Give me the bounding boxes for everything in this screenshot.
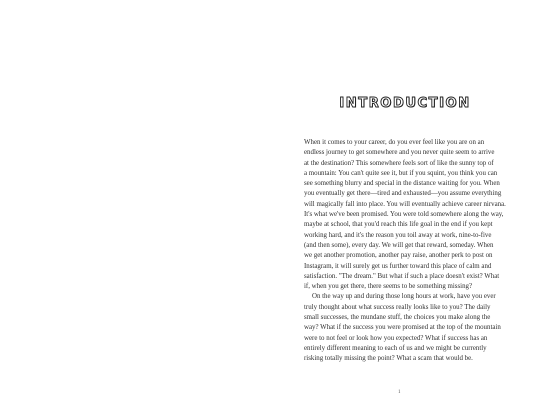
text-line: truly thought about what success really looks like to you? The daily [304, 303, 491, 311]
text-line: a mountain: You can't quite see it, but if you squint, you think you can [304, 169, 498, 177]
text-line: will magically fall into place. You will eventually achieve career nirvana. [304, 200, 506, 208]
text-line: risking totally missing the point? What a scam that would be. [304, 355, 473, 363]
text-line: (and then some), every day. We will get that reward, someday. When [304, 241, 494, 249]
text-line: see something blurry and special in the distance waiting for you. When [304, 180, 500, 188]
body-text [304, 138, 532, 365]
text-line: maybe at school, that you'd reach this life goal in the end if you kept [304, 221, 493, 229]
text-line: On the way up and during those long hours at work, have you ever [312, 293, 496, 301]
text-line: way? What if the success you were promised at the top of the mountain [304, 324, 501, 332]
text-line: working hard, and it's the reason you toil away at work, nine-to-five [304, 231, 492, 239]
text-line: endless journey to get somewhere and you never quite seem to arrive [304, 149, 495, 157]
text-line: small successes, the mundane stuff, the choices you make along the [304, 314, 491, 322]
chapter-title: INTRODUCTION [339, 96, 471, 111]
text-line: entirely different meaning to each of us and we might be currently [304, 344, 487, 352]
text-line: satisfaction. "The dream." But what if such a place doesn't exist? What [304, 272, 500, 280]
text-line: When it comes to your career, do you ever feel like you are on an [304, 139, 485, 146]
page-number: 1 [398, 390, 401, 395]
text-line: we get another promotion, another pay raise, another perk to post on [304, 252, 493, 260]
text-line: Instagram, it will surely get us further toward this place of calm and [304, 262, 492, 270]
text-line: if, when you get there, there seems to be something missing? [304, 283, 473, 291]
text-line: at the destination? This somewhere feels sort of like the sunny top of [304, 159, 494, 167]
paragraph-2 [304, 292, 532, 364]
text-line: It's what we've been promised. You were told somewhere along the way, [304, 211, 504, 219]
text-line: were to not feel or look how you expected? What if success has an [304, 334, 488, 342]
text-line: you eventually get there—tired and exhausted—you assume everything [304, 190, 502, 198]
paragraph-1 [304, 138, 532, 292]
